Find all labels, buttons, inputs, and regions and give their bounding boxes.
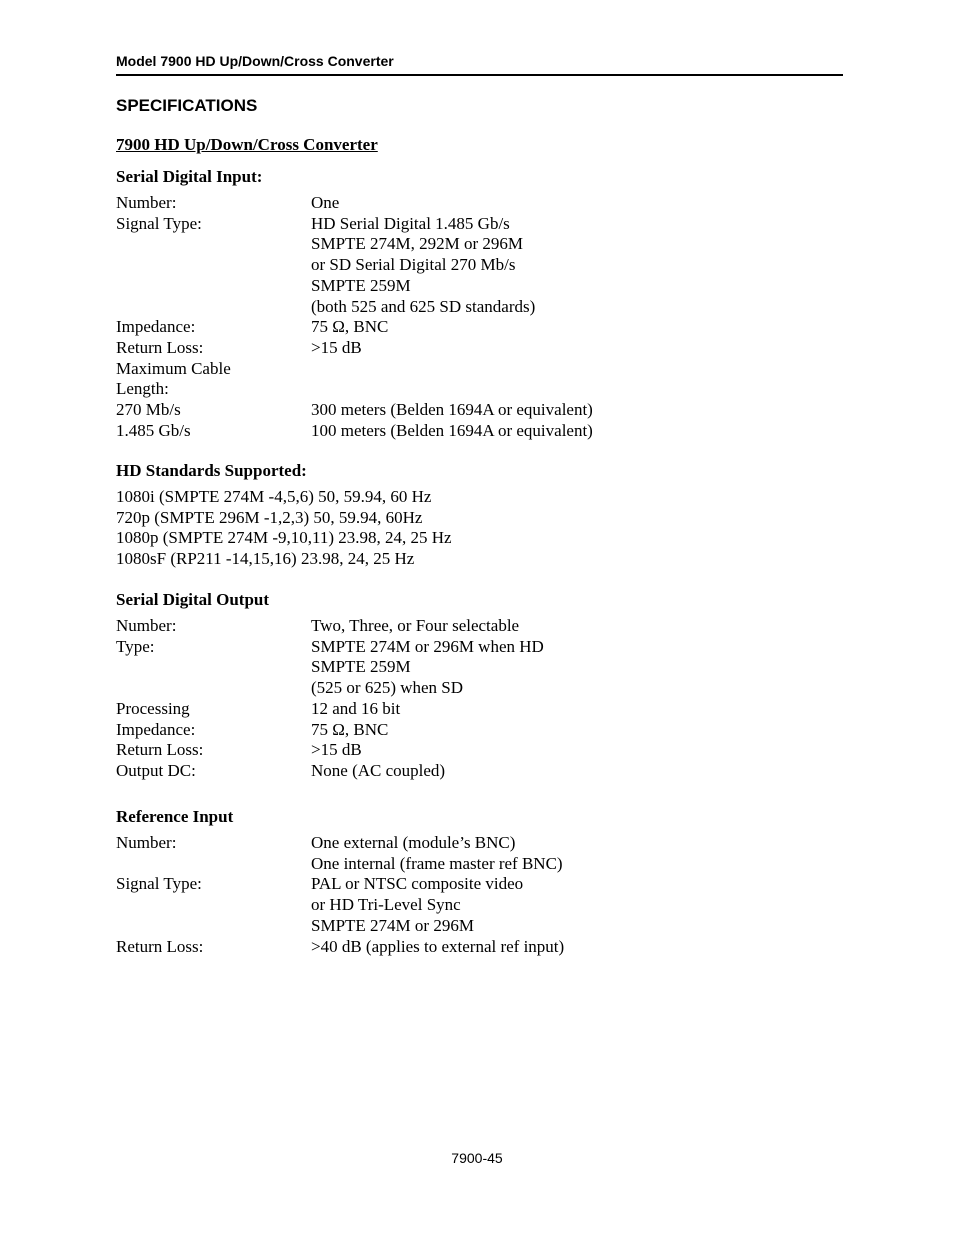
spec-key: Type: (116, 636, 155, 656)
spec-value: (525 or 625) when SD (311, 678, 464, 698)
spec-key: Number: (116, 833, 177, 852)
standard-line: 1080sF (RP211 -14,15,16) 23.98, 24, 25 Hz (116, 549, 415, 569)
spec-key (116, 234, 311, 255)
spec-key: Signal Type: (116, 874, 202, 894)
spec-row (116, 317, 816, 338)
spec-rows (116, 193, 816, 441)
spec-value: 300 meters (Belden 1694A or equivalent) (311, 400, 593, 420)
spec-value (311, 379, 816, 400)
hd-standards-group (116, 461, 816, 570)
spec-key: Return Loss: (116, 936, 204, 956)
spec-key: Maximum Cable (116, 358, 231, 378)
spec-value: 12 and 16 bit (311, 698, 401, 718)
spec-value: 100 meters (Belden 1694A or equivalent) (311, 420, 593, 440)
spec-value: None (AC coupled) (311, 760, 446, 780)
spec-key: Number: (116, 616, 177, 635)
spec-key: Return Loss: (116, 337, 204, 357)
spec-value: SMPTE 259M (311, 657, 411, 677)
spec-row (116, 214, 816, 235)
spec-key (116, 916, 311, 937)
group-title: Reference Input (116, 807, 234, 826)
spec-value: (both 525 and 625 SD standards) (311, 296, 536, 316)
serial-digital-input-group (116, 167, 816, 441)
spec-value: 75 Ω, BNC (311, 317, 389, 337)
spec-key: Number: (116, 193, 177, 212)
spec-row (116, 637, 816, 658)
spec-key: Impedance: (116, 719, 196, 739)
spec-value: One external (module’s BNC) (311, 833, 516, 852)
group-title: Serial Digital Output (116, 590, 270, 609)
spec-key: Length: (116, 379, 169, 399)
spec-key: Signal Type: (116, 213, 202, 233)
group-title: HD Standards Supported: (116, 461, 307, 480)
spec-rows (116, 616, 816, 782)
spec-key (116, 895, 311, 916)
spec-key (116, 657, 311, 678)
running-header-title: Model 7900 HD Up/Down/Cross Converter (116, 53, 394, 69)
spec-value: SMPTE 274M, 292M or 296M (311, 234, 524, 254)
spec-row (116, 678, 816, 699)
page-number: 7900-45 (451, 1150, 503, 1166)
spec-row (116, 255, 816, 276)
spec-value: PAL or NTSC composite video (311, 874, 524, 894)
spec-row (116, 833, 816, 854)
spec-key (116, 276, 311, 297)
spec-value: >40 dB (applies to external ref input) (311, 936, 565, 956)
spec-value: SMPTE 274M or 296M (311, 915, 474, 935)
spec-value: One (311, 193, 340, 212)
spec-value: or SD Serial Digital 270 Mb/s (311, 255, 516, 275)
spec-row (116, 338, 816, 359)
spec-row (116, 874, 816, 895)
standard-line: 1080p (SMPTE 274M -9,10,11) 23.98, 24, 25 Hz (116, 528, 452, 548)
spec-row (116, 937, 816, 958)
spec-value: HD Serial Digital 1.485 Gb/s (311, 213, 510, 233)
spec-value: >15 dB (311, 740, 362, 760)
spec-row (116, 379, 816, 400)
spec-row (116, 234, 816, 255)
spec-key (116, 297, 311, 318)
spec-row (116, 916, 816, 937)
standard-line: 720p (SMPTE 296M -1,2,3) 50, 59.94, 60Hz (116, 507, 423, 527)
spec-row (116, 699, 816, 720)
serial-digital-output-group (116, 590, 816, 782)
standard-line: 1080i (SMPTE 274M -4,5,6) 50, 59.94, 60 Hz (116, 487, 432, 506)
spec-row (116, 359, 816, 380)
spec-key (116, 678, 311, 699)
spec-value: 75 Ω, BNC (311, 719, 389, 739)
plain-lines (116, 487, 816, 570)
header-rule (116, 74, 843, 76)
spec-value: >15 dB (311, 337, 362, 357)
group-title: Serial Digital Input: (116, 167, 263, 186)
spec-key: Processing (116, 698, 190, 718)
spec-row (116, 297, 816, 318)
spec-row (116, 761, 816, 782)
spec-row (116, 421, 816, 442)
spec-value: One internal (frame master ref BNC) (311, 853, 563, 873)
section-title: SPECIFICATIONS (116, 96, 258, 115)
spec-row (116, 616, 816, 637)
spec-row (116, 276, 816, 297)
spec-row (116, 740, 816, 761)
spec-row (116, 895, 816, 916)
spec-value: SMPTE 274M or 296M when HD (311, 636, 544, 656)
spec-value: or HD Tri-Level Sync (311, 895, 461, 915)
spec-row (116, 657, 816, 678)
spec-row (116, 400, 816, 421)
spec-row (116, 193, 816, 214)
spec-rows (116, 833, 816, 957)
spec-key: Output DC: (116, 760, 196, 780)
spec-value: Two, Three, or Four selectable (311, 616, 520, 635)
spec-key: 270 Mb/s (116, 400, 181, 420)
spec-value (311, 359, 816, 380)
spec-key: 1.485 Gb/s (116, 420, 191, 440)
spec-row (116, 854, 816, 875)
reference-input-group (116, 807, 816, 957)
spec-key (116, 255, 311, 276)
spec-row (116, 720, 816, 741)
spec-value: SMPTE 259M (311, 275, 411, 295)
spec-key: Impedance: (116, 317, 196, 337)
spec-key: Return Loss: (116, 740, 204, 760)
subsection-title: 7900 HD Up/Down/Cross Converter (116, 135, 378, 154)
spec-key (116, 854, 311, 875)
